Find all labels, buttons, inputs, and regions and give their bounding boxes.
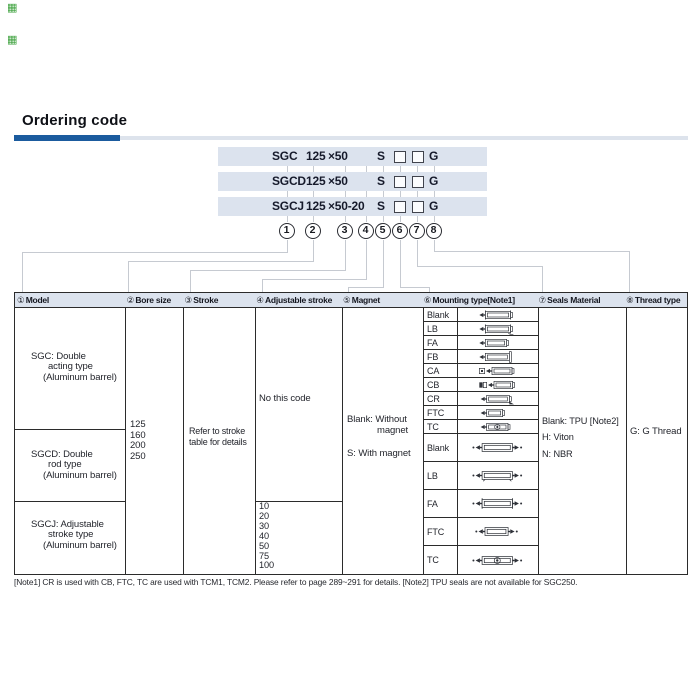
code-model: SGC <box>272 149 298 163</box>
bore-size-value: 200 <box>130 440 146 451</box>
page-title: Ordering code <box>22 112 128 129</box>
code-thread: G <box>429 174 439 188</box>
column-header <box>254 293 341 307</box>
column-header <box>183 293 255 307</box>
code-option-box <box>394 176 406 188</box>
model-cell-line: (Aluminum barrel) <box>43 371 117 383</box>
model-cell-line: stroke type <box>48 529 94 541</box>
model-cell-line: SGCD: Double <box>31 449 93 460</box>
adjustable-value: 100 <box>259 560 275 571</box>
adjustable-value: 75 <box>259 550 270 561</box>
model-cell-line: (Aluminum barrel) <box>43 539 117 551</box>
seals-material-list <box>542 413 619 462</box>
connector-line <box>542 266 543 292</box>
header-number-badge: ⑤ <box>343 294 351 305</box>
mounting-icon-cell <box>458 462 538 489</box>
mounting-code-label: Blank <box>423 308 458 321</box>
model-row-divider <box>15 501 125 502</box>
connector-line <box>434 251 630 252</box>
code-thread: G <box>429 149 439 163</box>
mounting-icon-cell <box>458 350 538 363</box>
connector-line <box>417 240 418 266</box>
connector-line <box>345 240 346 270</box>
cyl-flange-icon <box>470 351 526 363</box>
adjustable-value: 10 <box>259 501 270 511</box>
connector-line <box>313 240 314 261</box>
bore-size-value: 160 <box>130 429 146 441</box>
header-number-badge: ④ <box>256 294 264 305</box>
mounting-code-label: CB <box>423 378 458 391</box>
mounting-icon-cell <box>458 518 538 545</box>
adjustable-value: 30 <box>259 520 270 531</box>
connector-line <box>400 240 401 287</box>
mounting-code-label: TC <box>423 546 458 574</box>
header-number-badge: ⑦ <box>538 294 547 305</box>
header-number-badge: ⑥ <box>423 294 432 305</box>
stroke-note-line: Refer to stroke <box>189 426 246 436</box>
header-label: Mounting type[Note1] <box>432 295 515 305</box>
header-number-badge: ② <box>126 294 135 305</box>
cyl-foot-icon <box>470 323 526 335</box>
code-thread: G <box>429 199 439 213</box>
mounting-code-label: Blank <box>423 434 458 461</box>
code-magnet: S <box>377 199 385 213</box>
mounting-row <box>423 420 538 434</box>
mounting-row <box>423 322 538 336</box>
column-divider <box>626 293 627 574</box>
code-stroke: ×50-20 <box>328 199 365 213</box>
column-header <box>341 293 422 307</box>
mounting-row <box>423 392 538 406</box>
mounting-code-label: FTC <box>423 406 458 419</box>
connector-line <box>348 287 384 288</box>
bore-size-value: 250 <box>130 450 146 462</box>
mounting-row <box>423 434 538 462</box>
connector-line <box>22 252 23 292</box>
model-cell-line: acting type <box>48 361 93 373</box>
header-label: Stroke <box>193 295 219 305</box>
model-cell <box>31 450 117 481</box>
header-label: Adjustable stroke <box>265 295 333 305</box>
adjustable-upper-note: No this code <box>259 393 311 404</box>
connector-line <box>287 240 288 252</box>
mounting-code-label: FA <box>423 336 458 349</box>
mounting-row <box>423 378 538 392</box>
mounting-code-label: CR <box>423 392 458 405</box>
code-option-box <box>412 176 424 188</box>
table-header-row <box>15 293 687 308</box>
code-model: SGCJ <box>272 199 304 213</box>
adjustable-value: 40 <box>259 530 270 541</box>
column-divider <box>255 293 256 574</box>
connector-line <box>434 240 435 251</box>
code-option-box <box>394 201 406 213</box>
callout-circle: 2 <box>305 223 321 239</box>
cyl-clevis-double-icon <box>470 379 526 391</box>
cyl-trunnion-icon <box>470 393 526 405</box>
mounting-code-label: LB <box>423 322 458 335</box>
column-header <box>15 293 125 307</box>
column-header <box>422 293 537 307</box>
cyl-fa-icon <box>470 337 526 349</box>
mounting-icon-cell <box>458 378 538 391</box>
model-cell <box>31 352 117 383</box>
magnet-note-line: S: With magnet <box>347 448 411 459</box>
model-row-divider <box>15 429 125 430</box>
code-bore: 125 <box>306 174 326 188</box>
seals-material-line: Blank: TPU [Note2] <box>542 416 619 426</box>
column-divider <box>342 293 343 574</box>
mounting-code-label: LB <box>423 462 458 489</box>
bore-size-list <box>130 420 146 462</box>
ordering-code-bar <box>218 197 487 216</box>
code-magnet: S <box>377 149 385 163</box>
header-number-badge: ⑧ <box>626 294 634 305</box>
header-number-badge: ① <box>17 294 25 305</box>
model-cell-line: (Aluminum barrel) <box>43 469 117 481</box>
column-divider <box>125 293 126 574</box>
connector-line <box>190 270 346 271</box>
column-header <box>125 293 183 307</box>
connector-line <box>262 279 367 280</box>
code-option-box <box>412 201 424 213</box>
header-number-badge: ③ <box>184 294 193 305</box>
model-cell-line: rod type <box>48 459 82 471</box>
column-header <box>536 293 624 307</box>
code-model: SGCD <box>272 174 306 188</box>
cyl-dr-foot-icon <box>465 469 531 482</box>
ordering-code-bar <box>218 172 487 191</box>
cyl-basic-icon <box>470 309 526 321</box>
adjustable-value: 20 <box>259 510 270 521</box>
callout-circle: 1 <box>279 223 295 239</box>
mounting-icon-cell <box>458 392 538 405</box>
code-option-box <box>394 151 406 163</box>
callout-circle: 4 <box>358 223 374 239</box>
mounting-row <box>423 406 538 420</box>
header-label: Model <box>25 295 50 305</box>
mounting-icon-cell <box>458 490 538 517</box>
connector-line <box>128 261 129 292</box>
connector-line <box>22 252 288 253</box>
magnet-note-line: Blank: Without <box>347 414 407 425</box>
cyl-center-trunnion-icon <box>470 421 526 433</box>
code-bore: 125 <box>306 199 326 213</box>
mounting-row <box>423 336 538 350</box>
corner-mark-icon: ▦ <box>7 2 18 14</box>
column-header <box>624 293 687 307</box>
cyl-dr-center-trunnion-icon <box>465 554 531 567</box>
code-stroke: ×50 <box>328 174 348 188</box>
cyl-dr-compact-icon <box>465 525 531 538</box>
connector-line <box>629 251 630 292</box>
mounting-icon-cell <box>458 336 538 349</box>
cyl-compact-icon <box>470 407 526 419</box>
connector-line <box>366 240 367 279</box>
cyl-clevis-single-icon <box>470 365 526 377</box>
code-magnet: S <box>377 174 385 188</box>
adjustable-value: 50 <box>259 540 270 551</box>
bore-size-value: 125 <box>130 419 146 430</box>
mounting-row <box>423 546 538 574</box>
mounting-icon-cell <box>458 434 538 461</box>
header-label: Magnet <box>351 295 380 305</box>
header-label: Bore size <box>135 295 171 305</box>
code-option-box <box>412 151 424 163</box>
corner-mark-icon: ▦ <box>7 34 18 46</box>
mounting-row <box>423 364 538 378</box>
connector-line <box>400 287 430 288</box>
model-cell <box>31 520 117 551</box>
connector-line <box>190 270 191 292</box>
adjustable-values <box>259 502 274 571</box>
code-stroke: ×50 <box>328 149 348 163</box>
callout-circle: 7 <box>409 223 425 239</box>
mounting-row <box>423 308 538 322</box>
seals-material-line: N: NBR <box>542 448 573 459</box>
header-label: Thread type <box>634 295 681 305</box>
connector-line <box>262 279 263 292</box>
connector-line <box>383 240 384 287</box>
mounting-code-label: FB <box>423 350 458 363</box>
mounting-code-label: FTC <box>423 518 458 545</box>
mounting-row <box>423 518 538 546</box>
ordering-code-table <box>14 292 688 575</box>
column-divider <box>183 293 184 574</box>
mounting-icon-cell <box>458 364 538 377</box>
header-label: Seals Material <box>547 295 601 305</box>
stroke-note-line: table for details <box>189 437 247 447</box>
cyl-dr-basic-icon <box>465 441 531 454</box>
callout-circle: 8 <box>426 223 442 239</box>
mounting-code-label: FA <box>423 490 458 517</box>
callout-circle: 5 <box>375 223 391 239</box>
title-underline-rule <box>120 136 688 140</box>
seals-material-line: H: Viton <box>542 432 574 443</box>
mounting-code-label: TC <box>423 420 458 433</box>
connector-line <box>417 266 543 267</box>
model-cell-line: SGCJ: Adjustable <box>31 519 104 530</box>
mounting-icon-cell <box>458 546 538 574</box>
mounting-icon-cell <box>458 420 538 433</box>
mounting-code-label: CA <box>423 364 458 377</box>
model-cell-line: SGC: Double <box>31 351 86 362</box>
magnet-note-line: magnet <box>377 424 409 436</box>
cyl-dr-fa-icon <box>465 497 531 510</box>
mounting-type-rows <box>423 308 538 574</box>
stroke-note <box>189 426 247 448</box>
title-underline-accent <box>14 135 120 141</box>
mounting-row <box>423 350 538 364</box>
callout-circle: 6 <box>392 223 408 239</box>
mounting-row <box>423 490 538 518</box>
mounting-row <box>423 462 538 490</box>
mounting-icon-cell <box>458 308 538 321</box>
thread-type-note: G: G Thread <box>630 426 682 437</box>
callout-circle: 3 <box>337 223 353 239</box>
mounting-icon-cell <box>458 406 538 419</box>
code-bore: 125 <box>306 149 326 163</box>
footnote: [Note1] CR is used with CB, FTC, TC are used with TCM1, TCM2. Please refer to page 289~291 for details. [Note2] TPU seals are not available for SGC250. <box>14 577 578 587</box>
mounting-icon-cell <box>458 322 538 335</box>
connector-line <box>128 261 314 262</box>
ordering-code-bar <box>218 147 487 166</box>
column-divider <box>538 293 539 574</box>
